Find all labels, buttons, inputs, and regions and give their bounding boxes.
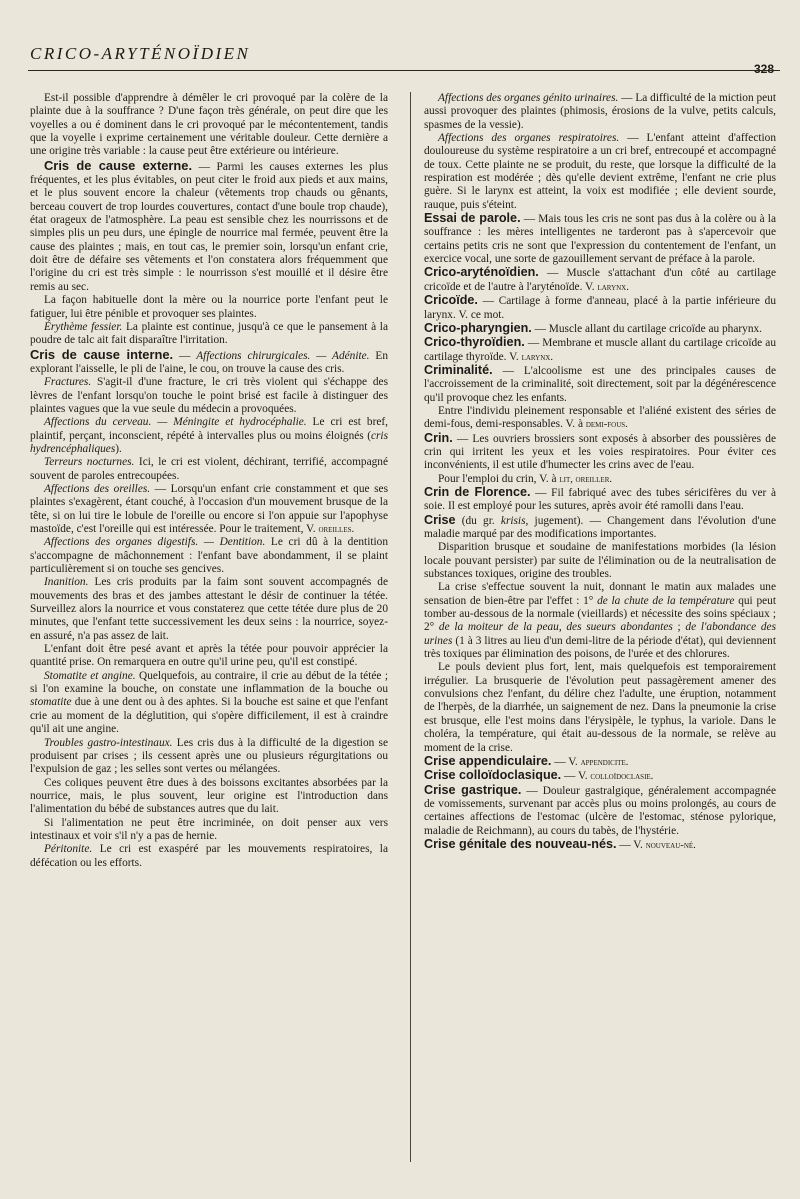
subheading-essai-parole: Essai de parole. [424,211,521,226]
label-digestifs: Affections des organes digestifs. — Dentition. [44,536,266,549]
headword-crin-florence: Crin de Florence. [424,484,531,499]
italic-nuit-1: de la chute de la température [597,594,735,607]
entry-inanition [30,576,388,643]
entry-crico-pharyngien [424,322,776,336]
headword-criminalite: Criminalité. [424,362,493,377]
label-inanition: Inanition. [44,576,89,589]
ref-appendicite: appendicite. [580,756,629,768]
text-crise-appendiculaire: — V. [551,755,581,768]
text-terreurs: Ici, le cri est violent, déchirant, terrifié, accompagné souvent de paroles entrecoupées. [30,456,389,482]
entry-crico-thyroidien [424,336,776,364]
end-cerveau: ). [115,442,122,455]
label-fractures: Fractures. [44,376,92,389]
ref-lit-oreiller: lit, oreiller. [559,473,613,485]
text-crise-genitale: — V. [616,838,646,851]
text-stomatite: Quelquefois, au contraire, il crie au début de la tétée ; si l'on examine la bouche, on constate une inflammation de la bouche ou [30,669,388,696]
text-crico-pharyngien: — Muscle allant du cartilage cricoïde au pharynx. [531,322,763,335]
entry-crise [424,514,776,542]
entry-fractures [30,376,388,416]
entry-criminalite [424,364,776,405]
text-crise-gastrique: — Douleur gastralgique, généralement accompagnée de vomissements, survenant par accès plus ou moins prolongés, au cours de certaines affections de l'estomac (ulcère de l'estomac, sténose pylorique, maladie de Reichmann), au cours du tabès, de l'hystérie. [424,784,776,837]
subheading-cause-externe: Cris de cause externe. [44,157,193,173]
entry-crico-arytenoidien [424,266,776,294]
paragraph-facon: La façon habituelle dont la mère ou la nourrice porte l'enfant peut le fatiguer, lui être pénible et provoquer ses plaintes. [30,294,388,320]
entry-cerveau [30,416,388,456]
entry-digestifs [30,536,388,576]
text-cause-externe: — Parmi les causes externes les plus fréquentes, et les plus évitables, on peut citer le froid aux pieds et aux mains, et le plus souvent encore la chaleur (vêtements trop chauds ou gênants, berceau couvert de trop lourdes couvertures, contact d'une boule trop chaude), état orageux de l'atmosphère. La peau est sensible chez les nourrissons et de simples plis un peu durs, une épingle de nourrice mal fermée, peuvent être la cause des plaintes ; mais, en tout cas, le premier soin, lorsqu'un enfant crie, doit être de défaire ses vêtements et l'on constatera alors fréquemment que l'origine du cri est très simple : le nourrisson s'est mouillé et il désire être remis au sec. [30,160,388,293]
text-crin-florence: — Fil fabriqué avec des tubes séricifères du ver à soie. Il est employé pour les sutures, après avoir été ramolli dans l'eau. [424,486,777,513]
italic-nuit-3: de l'abondance des urines [424,621,776,647]
headword-crin: Crin. [424,430,453,445]
italic-stomatite: stomatite [30,696,72,709]
entry-erytheme [30,321,388,348]
label-stomatite: Stomatite et angine. [44,669,136,682]
paragraph-pouls: Le pouls devient plus fort, lent, mais quelquefois est temporairement irrégulier. La brusquerie de l'évolution peut passagèrement amener des convulsions chez l'enfant, du délire chez l'adulte, une éruption, notamment de l'herpès, de la diarrhée, un saignement de nez. Dans la pneumonie la crise est brusque, elle l'est moins dans l'érysipèle, le typhus, la variole. Dans le choléra, la température, qui était au-dessous de la normale, se relève au moment de la crise. [424,661,776,754]
text-erytheme: La plainte est continue, jusqu'à ce que le pansement à la poudre de talc ait fait disparaître l'irritation. [30,320,388,347]
label-oreilles: Affections des oreilles. [44,482,151,495]
headword-crise-colloidoclasique: Crise colloïdoclasique. [424,768,562,783]
entry-essai-parole [424,212,776,266]
ref-larynx-1: larynx. [597,281,629,293]
header-rule [28,70,780,71]
left-column [30,92,388,870]
text-nuit-b: qui peut tomber au-dessous de la normale (vieillards) et nécessite des soins spéciaux ; 2° [424,594,776,634]
text-individu: Entre l'individu pleinement responsable et l'aliéné existent des séries de demi-fous, demi-responsables. V. à [424,404,776,431]
label-terreurs: Terreurs nocturnes. [44,456,135,469]
headword-crico-arytenoidien: Crico-aryténoïdien. [424,265,539,280]
subheading-cause-interne: Cris de cause interne. [30,346,174,362]
label-chirurgicales: Affections chirurgicales. — Adénite. [196,349,370,362]
end-stomatite: due à une dent ou à des aphtes. Si la bouche est saine et que l'enfant crie au moment de la déglutition, qui s'opère difficilement, il est à craindre qu'il ait une angine. [30,696,388,736]
entry-crin-florence [424,486,776,514]
column-divider [410,92,411,1162]
paragraph-emploi-crin [424,473,776,486]
entry-cris-externe [30,159,388,294]
entry-crise-gastrique [424,784,776,838]
entry-genito [424,92,776,132]
headword-crico-pharyngien: Crico-pharyngien. [424,320,532,335]
entry-respiratoires [424,132,776,212]
text-troubles: Les cris dus à la difficulté de la digestion se produisent par crises ; ils cessent après une ou plusieurs régurgitations ou l'expulsion de gaz ; les selles sont vertes ou mélangées. [30,736,388,776]
text-criminalite: — L'alcoolisme est une des principales causes de l'accroissement de la criminalité, soit directement, soit par la dégénérescence qu'il provoque chez les enfants. [424,364,776,404]
entry-terreurs [30,456,388,483]
label-troubles: Troubles gastro-intestinaux. [44,736,173,749]
text-emploi-crin: Pour l'emploi du crin, V. à [438,472,560,485]
headword-crise-gastrique: Crise gastrique. [424,782,522,797]
headword-cricoide: Cricoïde. [424,293,478,308]
label-cerveau: Affections du cerveau. — Méningite et hydrocéphalie. [44,416,307,429]
text-crin: — Les ouvriers brossiers sont exposés à absorber des poussières de crin qui irritent les yeux et les voies respiratoires. Pour éviter ces inconvénients, il est utile d'humecter les crins avec de l'eau. [424,432,776,472]
entry-stomatite [30,670,388,737]
entry-peritonite [30,843,388,870]
paragraph-pese: L'enfant doit être pesé avant et après la tétée pour pouvoir apprécier la quantité prise. On remarquera en outre qu'il urine peu, qu'il est constipé. [30,643,388,669]
label-genito: Affections des organes génito urinaires. [438,92,619,104]
text-inanition: Les cris produits par la faim sont souvent accompagnés de mouvements des bras et des jambes attestant le désir de continuer la tétée. Surveillez alors la nourrice et vous constaterez que cette tétée dure plus de 20 minutes, que l'enfant tette successivement les deux seins : la nourrice, soyez-en assuré, n'a pas assez de lait. [30,576,388,642]
entry-cris-interne [30,348,388,377]
right-column [424,92,776,852]
entry-crin [424,432,776,473]
entry-oreilles [30,483,388,536]
text-nuit-c: ; [672,621,686,634]
page-number: 328 [753,62,774,76]
entry-troubles [30,737,388,777]
label-erytheme: Érythème fessier. [44,320,123,333]
paragraph-individu [424,405,776,432]
text-cricoide: — Cartilage à forme d'anneau, placé à la partie inférieure du larynx. V. ce mot. [424,295,776,321]
text-nuit-d: (1 à 3 litres au lieu d'un demi-litre de la période d'état), qui deviennent très toxiques par élimination des poisons, de l'urée et des chlorures. [424,634,776,661]
text-essai-parole: — Mais tous les cris ne sont pas dus à la colère ou à la souffrance : les mères intelligentes ne tarderont pas à s'apercevoir que certains petits cris ne sont que l'expression du contentement de l'enfant, un exercice vocal, une sorte de gazouillement servant de préface à la parole. [424,213,776,266]
paragraph-crise-nuit [424,581,776,661]
text-crico-arytenoidien: — Muscle s'attachant d'un côté au cartilage cricoïde et de l'autre à l'aryténoïde. V. [424,267,776,293]
running-head: CRICO-ARYTÉNOÏDIEN [30,44,251,63]
ref-larynx-2: larynx. [521,351,553,363]
paragraph-alimentation: Si l'alimentation ne peut être incriminée, on doit penser aux vers intestinaux et voir s'il n'y a pas de hernie. [30,816,388,842]
label-peritonite: Péritonite. [44,843,93,856]
text-cerveau: Le cri est bref, plaintif, perçant, inconscient, répété à intervalles plus ou moins éloignés ( [30,416,388,442]
text-respiratoires: — L'enfant atteint d'affection douloureuse du système respiratoire a un cri bref, entrecoupé et accompagné de toux. Cette plainte ne se produit, du reste, que lorsque la difficulté de la respiration est modérée ; dès qu'elle devient extrême, l'enfant ne crie plus guère. Si le larynx est atteint, la voix est modifiée ; elle devient sourde, rauque, puis s'éteint. [424,132,776,211]
entry-crise-appendiculaire [424,755,776,769]
text-oreilles: — Lorsqu'un enfant crie constamment et que ses plaintes s'exagèrent, étant couché, à l'occasion d'un mouvement brusque de la tête, si on lui tire le lobule de l'oreille ou encore si l'on appuie sur l'apophyse mastoïde, c'est l'oreille qui est intéressée. Pour le traitement, V. [30,482,388,535]
italic-cerveau: cris hydrencéphaliques [30,429,388,455]
entry-crise-genitale [424,838,776,852]
text-crise-1: (du gr. [455,514,501,527]
label-respiratoires: Affections des organes respiratoires. [438,132,620,145]
entry-crise-colloidoclasique [424,769,776,783]
text-crise-2: , jugement). — Changement dans l'évolution d'une maladie marqué par des modifications importantes. [424,514,776,540]
text-fractures: S'agit-il d'une fracture, le cri très violent qui s'échappe des lèvres de l'enfant lorsqu'on touche le point brisé est facile à distinguer des plaintes vagues que la vue seule du médecin a provoquées. [30,376,388,415]
ref-nouveau-ne: nouveau-né. [645,839,696,851]
paragraph-coliques: Ces coliques peuvent être dues à des boissons excitantes absorbées par la nourrice, mais, le plus souvent, leur origine est l'introduction dans l'alimentation du bébé de substances autres que du lait. [30,776,388,816]
headword-crise: Crise [424,512,456,527]
text-nuit-a: La crise s'effectue souvent la nuit, donnant le matin aux malades une sensation de bien-être par l'effet : 1° [424,581,776,607]
sep-interne: — [173,349,197,362]
ref-colloidoclasie: colloïdoclasie. [590,771,654,783]
text-crico-thyroidien: — Membrane et muscle allant du cartilage cricoïde au cartilage thyroïde. V. [424,337,776,363]
paragraph-intro: Est-il possible d'apprendre à démêler le cri provoqué par la colère de la plainte due à la souffrance ? D'une façon très générale, on peut dire que les voyelles a ou é dominent dans le cri provoqué par le mécontentement, tandis que la voyelle i exprime certainement une véritable douleur. Cette dernière a une origine très variable : la cause peut être extérieure ou intérieure. [30,92,388,158]
text-genito: — La difficulté de la miction peut aussi provoquer des plaintes (phimosis, érosions de la vulve, petits calculs, spasmes de la vessie). [424,92,776,131]
entry-cricoide [424,294,776,322]
ref-oreilles: oreilles. [318,524,355,535]
text-chirurgicales: En explorant l'aisselle, le pli de l'aine, le cou, on trouve la cause des cris. [30,349,388,375]
text-digestifs: Le cri dû à la dentition s'accompagne de mâchonnement : l'enfant bave abondamment, il se plaint particulièrement si on touche ses gencives. [30,536,388,576]
headword-crise-appendiculaire: Crise appendiculaire. [424,753,552,768]
text-peritonite: Le cri est exaspéré par les mouvements respiratoires, la défécation ou les efforts. [30,843,388,869]
headword-crico-thyroidien: Crico-thyroïdien. [424,335,525,350]
text-crise-colloidoclasique: — V. [561,770,591,783]
headword-crise-genitale: Crise génitale des nouveau-nés. [424,836,617,851]
paragraph-disparition: Disparition brusque et soudaine de manifestations morbides (la lésion locale pouvant persister) par suite de l'élimination ou de la neutralisation de substances toxiques, origine des troubles. [424,541,776,581]
italic-nuit-2: de la moiteur de la peau, des sueurs abondantes [438,621,673,634]
ref-demi-fous: demi-fous. [585,419,628,431]
italic-krisis: krisis [500,514,526,527]
